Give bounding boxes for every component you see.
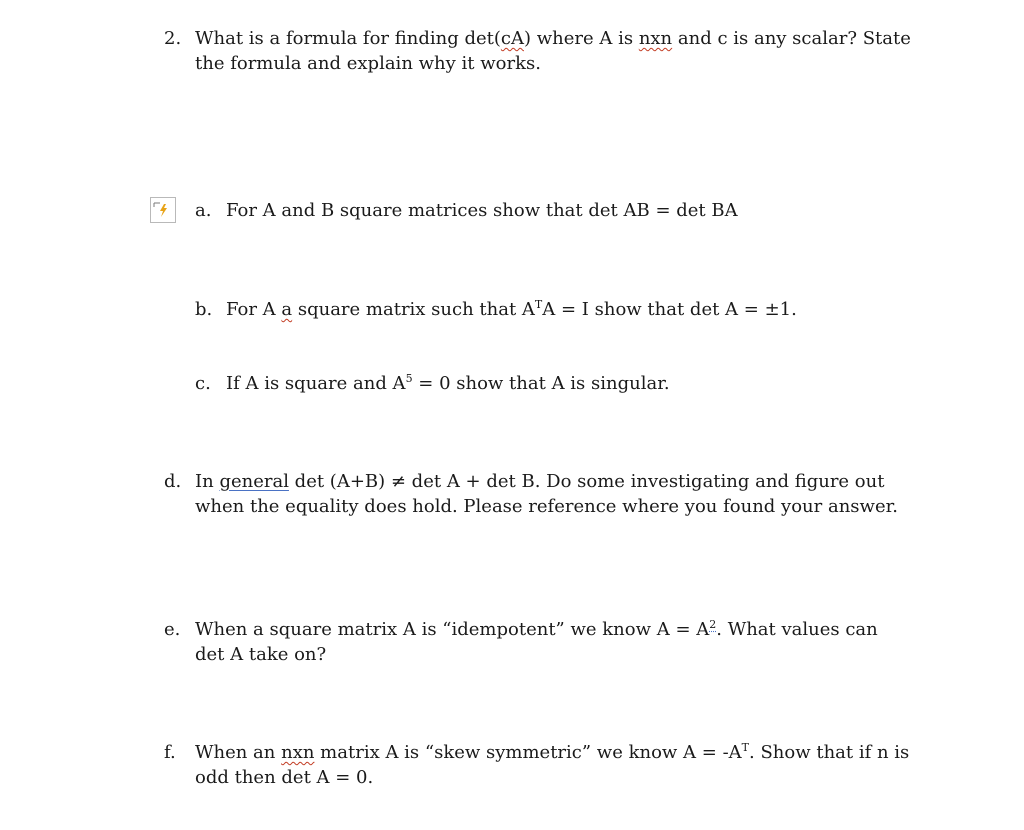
question-f-line-1: When an nxn matrix A is “skew symmetric” we know $A = -A^T$. Show that if n is (195, 741, 910, 763)
question-a-text: For A and B square matrices show that det AB = det BA (226, 200, 738, 221)
question-d-marker: d. (164, 471, 182, 492)
question-e-line-1: When a square matrix A is “idempotent” we know $A = A^2$. What values can (195, 618, 878, 640)
question-d-text (195, 469, 898, 519)
question-2-line-1: What is a formula for finding det(cA) where A is nxn and c is any scalar? State (195, 28, 911, 49)
spellcheck-flag[interactable]: cA (500, 28, 524, 49)
question-2-line-2: the formula and explain why it works. (195, 53, 541, 74)
question-e-marker: e. (164, 619, 181, 640)
spellcheck-flag[interactable]: nxn (638, 28, 673, 49)
question-b-marker: b. (195, 299, 213, 320)
question-f-line-2: odd then det A = 0. (195, 767, 374, 788)
spellcheck-flag[interactable]: nxn (281, 742, 315, 763)
lightning-bolt-icon (151, 198, 175, 222)
grammar-flag[interactable]: general (219, 471, 289, 492)
question-c-marker: c. (195, 373, 211, 394)
smart-tag-button[interactable] (150, 197, 176, 223)
grammar-flag[interactable]: 2 (709, 618, 717, 631)
question-2-text (195, 26, 911, 76)
question-d-line-2: when the equality does hold. Please reference where you found your answer. (195, 496, 898, 517)
question-a-marker: a. (195, 200, 212, 221)
question-2-marker: 2. (164, 28, 182, 49)
question-e-line-2: det A take on? (195, 644, 327, 665)
question-d-line-1: In general det (A+B) ≠ det A + det B. Do some investigating and figure out (195, 471, 885, 492)
question-c-text: If A is square and $A^5 = 0$ show that A is singular. (226, 372, 670, 394)
question-e-text (195, 617, 878, 667)
grammar-flag[interactable]: a (281, 299, 293, 320)
question-b-text: For A a square matrix such that $A^TA = I$ show that det A = ±1. (226, 298, 797, 320)
question-f-marker: f. (164, 742, 176, 763)
question-f-text (195, 740, 909, 790)
